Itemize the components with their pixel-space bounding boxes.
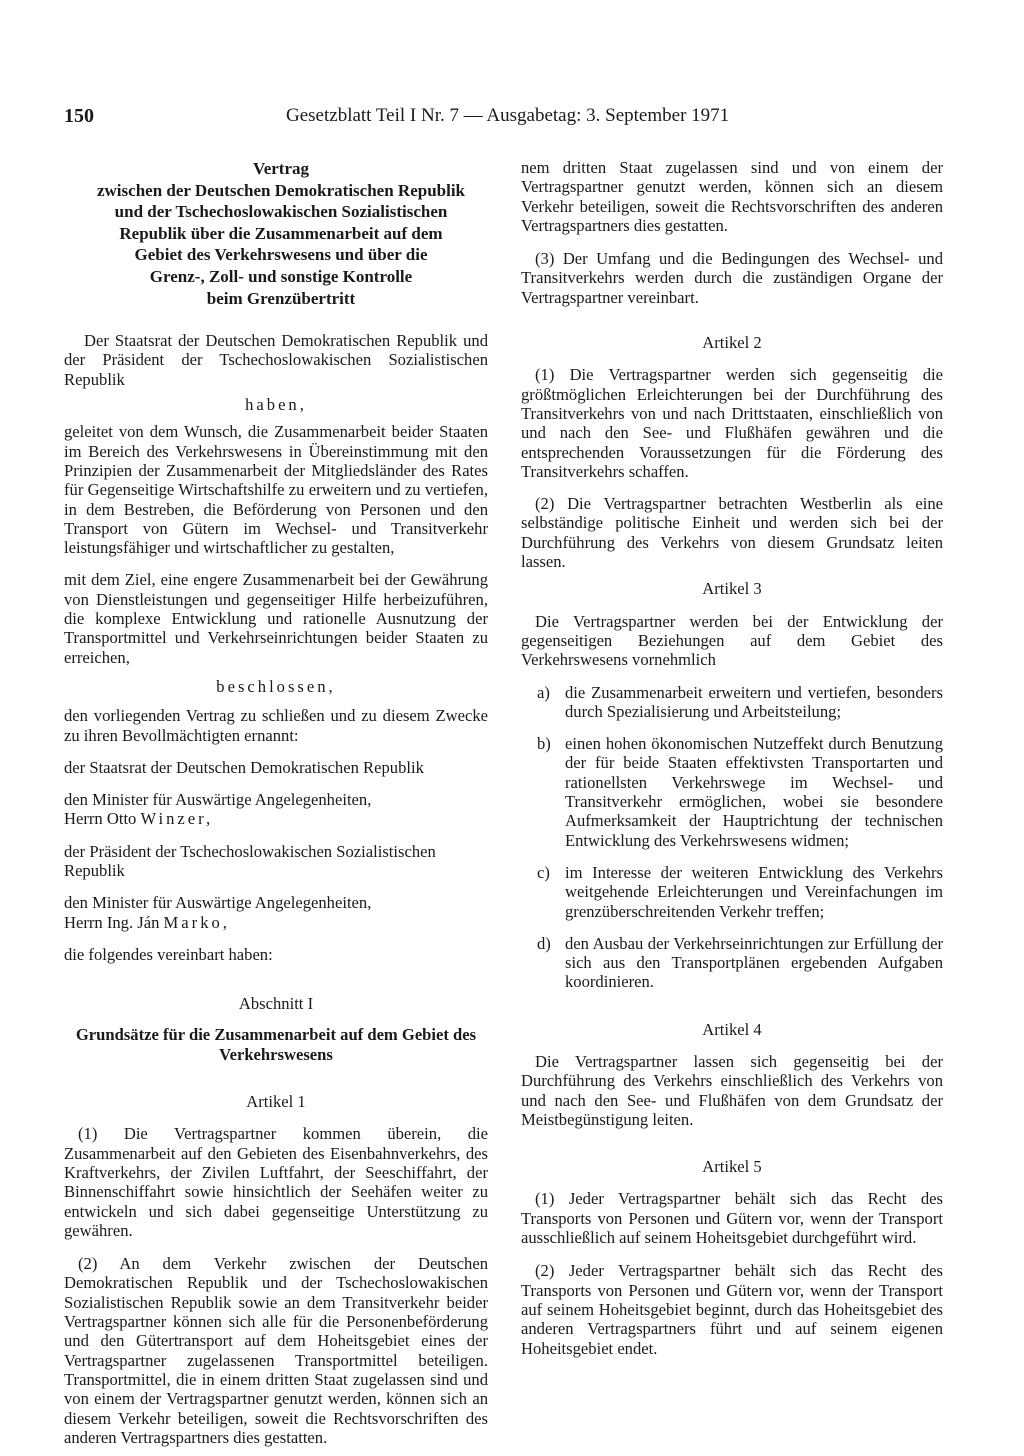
list-item bbox=[537, 863, 943, 921]
treaty-title-line: Vertrag bbox=[252, 159, 309, 178]
page-number: 150 bbox=[64, 105, 94, 127]
minister-name-prefix: Herrn Otto bbox=[64, 809, 137, 829]
article-paragraph: (3) Der Umfang und die Bedingungen des Wechsel- und Transitverkehrs werden durch die zuständigen Organe der Vertragspartner vereinbart. bbox=[521, 249, 943, 307]
list-item-mark: c) bbox=[537, 862, 550, 882]
article-paragraph: (2) Jeder Vertragspartner behält sich das Recht des Transports von Personen und Gütern vor, wenn der Transport auf seinem Hoheitsgebiet beginnt, durch das Hoheitsgebiet des anderen Vertragspartners führt und auf seinem eigenen Hoheitsgebiet endet. bbox=[521, 1261, 943, 1358]
article-heading: Artikel 3 bbox=[702, 579, 762, 599]
preamble-beschlossen: beschlossen, bbox=[216, 676, 336, 696]
list-item bbox=[537, 683, 943, 722]
treaty-title-line: zwischen der Deutschen Demokratischen Republik bbox=[96, 180, 466, 200]
article-heading: Artikel 2 bbox=[702, 333, 762, 353]
list-item-text: den Ausbau der Verkehrseinrichtungen zur Erfüllung der sich aus den Transportplänen ergebenden Aufgaben koordinieren. bbox=[565, 933, 943, 992]
list-item bbox=[537, 734, 943, 850]
article-intro: Die Vertragspartner werden bei der Entwicklung der gegenseitigen Beziehungen auf dem Gebiet des Verkehrswesens vornehmlich bbox=[521, 611, 943, 670]
list-item-mark: b) bbox=[537, 734, 551, 754]
article-paragraph: (2) An dem Verkehr zwischen der Deutschen Demokratischen Republik und der Tschechoslowakischen Sozialistischen Republik sowie an dem Transitverkehr beider Vertragspartner können sich alle für die Personenbeförderung und den Gütertransport auf dem Hoheitsgebiet eines der Vertragspartner zugelassenen Transportmittel beteiligen. Transportmittel, die in einem dritten Staat zugelassen sind und von einem der Vertragspartner genutzt werden, können sich an diesem Verkehr beteiligen, soweit die Rechtsvorschriften des anderen Vertragspartners dies gestatten. bbox=[64, 1254, 488, 1447]
minister-name: Marko, bbox=[163, 912, 230, 932]
treaty-title-line: und der Tschechoslowakischen Sozialistischen bbox=[114, 202, 448, 222]
list-item-mark: a) bbox=[537, 682, 550, 702]
list-item-mark: d) bbox=[537, 933, 551, 953]
section-title: Grundsätze für die Zusammenarbeit auf dem Gebiet des Verkehrswesens bbox=[75, 1025, 477, 1064]
treaty-title-line: Republik über die Zusammenarbeit auf dem bbox=[119, 223, 443, 243]
list-item-text: die Zusammenarbeit erweitern und vertiefen, besonders durch Spezialisierung und Arbeitsteilung; bbox=[565, 682, 943, 721]
article-paragraph: (1) Die Vertragspartner kommen überein, die Zusammenarbeit auf den Gebieten des Eisenbahnverkehrs, des Kraftverkehrs, der Zivilen Luftfahrt, der Seeschiffahrt, der Binnenschiffahrt sowie hinsichtlich der Seehäfen weiter zu entwickeln und sich dabei gegenseitige Unterstützung zu gewähren. bbox=[64, 1124, 488, 1240]
list-item-text: im Interesse der weiteren Entwicklung des Verkehrs weitgehende Erleichterungen und Vereinfachungen im grenzüberschreitenden Verkehr treffen; bbox=[565, 862, 943, 921]
treaty-title-line: Gebiet des Verkehrswesens und über die bbox=[134, 245, 428, 265]
preamble-haben: haben, bbox=[245, 395, 307, 415]
gazette-header-title: Gesetzblatt Teil I Nr. 7 — Ausgabetag: 3. September 1971 bbox=[286, 105, 730, 126]
list-item-text: einen hohen ökonomischen Nutzeffekt durch Benutzung der für beide Staaten effektivsten Transportarten und rationellsten Verkehrswege im Wechsel- und Transitverkehr ermöglichen, wobei sie besondere Aufmerksamkeit der Hauptrichtung der technischen Entwicklung des Verkehrswesens widmen; bbox=[565, 734, 943, 850]
list-item bbox=[537, 934, 943, 992]
preamble-wish: geleitet von dem Wunsch, die Zusammenarbeit beider Staaten im Bereich des Verkehrswesens in Übereinstimmung mit den Prinzipien der Zusammenarbeit der Mitgliedsländer des Rates für Gegenseitige Wirtschaftshilfe zu erweitern und zu vertiefen, in dem Bestreben, die Beförderung von Personen und den Transport von Gütern im Wechsel- und Transitverkehr leistungsfähiger und wirtschaftlicher zu gestalten, bbox=[64, 422, 488, 558]
plenipotentiary-cssr-minister bbox=[64, 893, 488, 932]
minister-name-prefix: Herrn Ing. Ján bbox=[64, 912, 160, 932]
right-column bbox=[521, 158, 943, 1358]
minister-title: den Minister für Auswärtige Angelegenheiten, bbox=[64, 893, 372, 913]
treaty-title bbox=[74, 158, 488, 309]
preamble-intro: Der Staatsrat der Deutschen Demokratischen Republik und der Präsident der Tschechoslowakischen Sozialistischen Republik bbox=[64, 331, 488, 389]
left-column bbox=[64, 158, 488, 1447]
article-paragraph: Die Vertragspartner lassen sich gegenseitig bei der Durchführung des Verkehrs einschließlich des Verkehrs von und nach den See- und Flußhäfen von dem Grundsatz der Meistbegünstigung leiten. bbox=[521, 1051, 943, 1129]
article-heading: Artikel 1 bbox=[246, 1092, 306, 1112]
article-paragraph: (1) Die Vertragspartner werden sich gegenseitig die größtmöglichen Erleichterungen bei der Durchführung des Transitverkehrs von und nach Drittstaaten, einschließlich von und nach den See- und Flußhäfen gewähren und die entsprechenden Voraussetzungen für die Förderung des Transitverkehrs schaffen. bbox=[521, 365, 943, 481]
plenipotentiary-gdr-minister bbox=[64, 790, 488, 829]
article-paragraph: (2) Die Vertragspartner betrachten Westberlin als eine selbständige politische Einheit und werden sich bei der Durchführung des Verkehrs von diesem Grundsatz leiten lassen. bbox=[521, 494, 943, 572]
article-heading: Artikel 5 bbox=[702, 1157, 762, 1177]
minister-title: den Minister für Auswärtige Angelegenheiten, bbox=[64, 790, 372, 810]
article3-list bbox=[521, 683, 943, 992]
plenipotentiary-gdr-council: der Staatsrat der Deutschen Demokratischen Republik bbox=[64, 757, 424, 777]
preamble-conclude: den vorliegenden Vertrag zu schließen und zu diesem Zwecke zu ihren Bevollmächtigten ernannt: bbox=[64, 706, 488, 745]
preamble-agreed: die folgendes vereinbart haben: bbox=[64, 944, 273, 964]
article-paragraph-continued: nem dritten Staat zugelassen sind und von einem der Vertragspartner genutzt werden, können sich an diesem Verkehr beteiligen, soweit die Rechtsvorschriften des anderen Vertragspartners dies gestatten. bbox=[521, 158, 943, 235]
minister-name: Winzer, bbox=[140, 809, 214, 829]
plenipotentiary-cssr-president: der Präsident der Tschechoslowakischen Sozialistischen Republik bbox=[64, 841, 436, 880]
preamble-aim: mit dem Ziel, eine engere Zusammenarbeit bei der Gewährung von Dienstleistungen und gegenseitiger Hilfe herbeizuführen, die komplexe Entwicklung und rationelle Ausnutzung der Transportmittel und Verkehrseinrichtungen beider Staaten zu erreichen, bbox=[64, 570, 488, 667]
article-heading: Artikel 4 bbox=[702, 1019, 762, 1039]
article-paragraph: (1) Jeder Vertragspartner behält sich das Recht des Transports von Personen und Gütern vor, wenn der Transport ausschließlich auf seinem Hoheitsgebiet durchgeführt wird. bbox=[521, 1189, 943, 1248]
treaty-title-line: Grenz-, Zoll- und sonstige Kontrolle bbox=[149, 266, 413, 286]
section-label: Abschnitt I bbox=[238, 994, 314, 1014]
treaty-title-line: beim Grenzübertritt bbox=[206, 288, 356, 308]
